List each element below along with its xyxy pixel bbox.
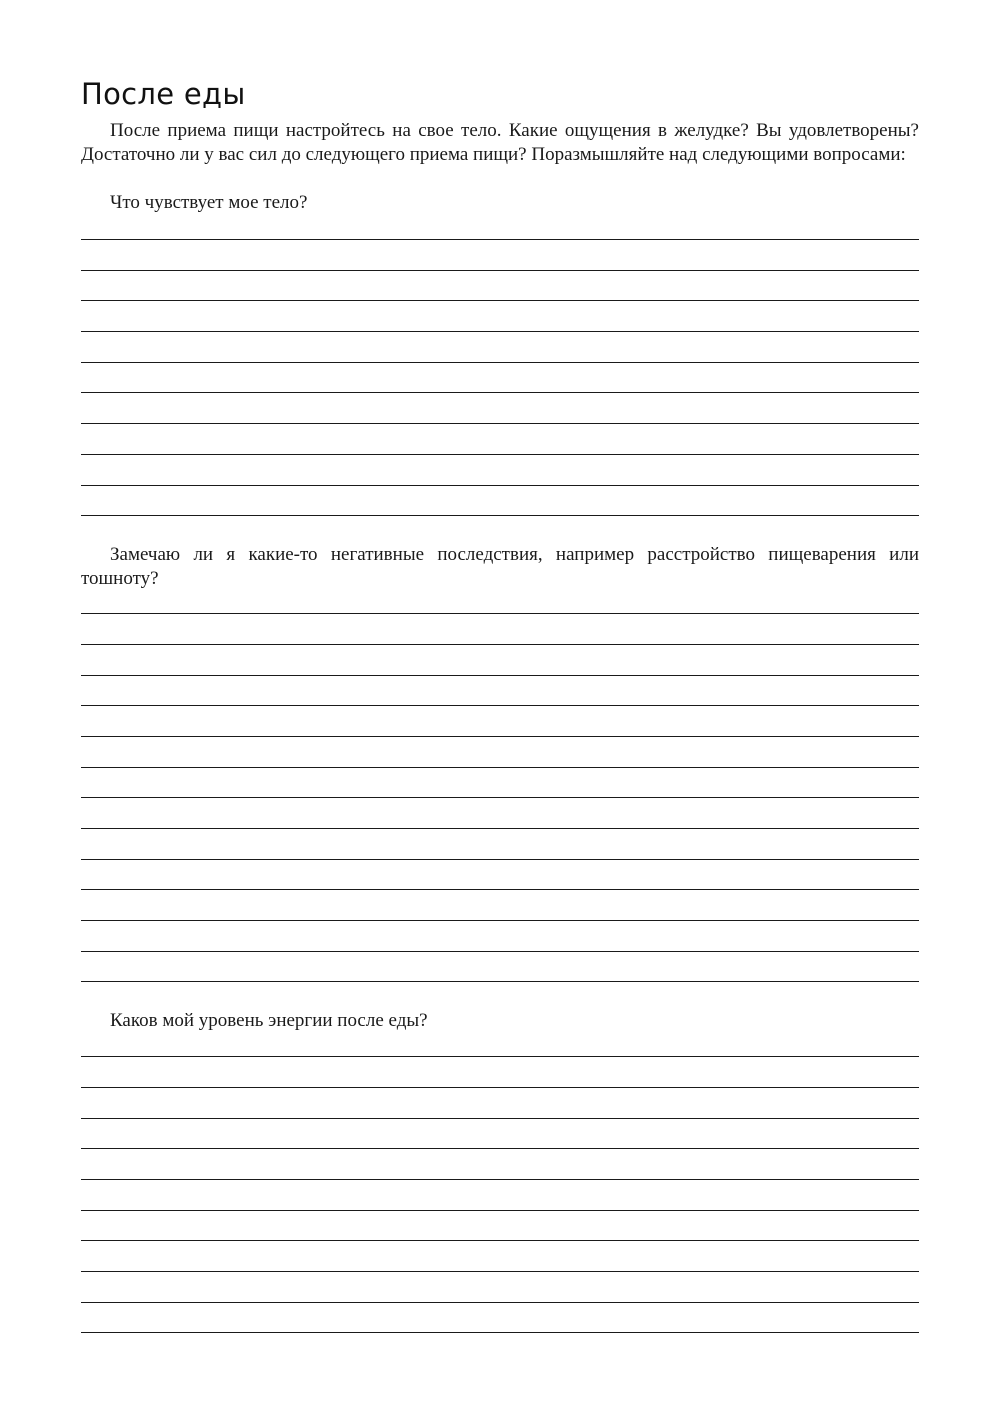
answer-line[interactable] [81,392,919,393]
question-3: Каков мой уровень энергии после еды? [110,1010,428,1031]
answer-line[interactable] [81,1302,919,1303]
answer-line[interactable] [81,1240,919,1241]
answer-line[interactable] [81,331,919,332]
answer-line[interactable] [81,859,919,860]
answer-line[interactable] [81,828,919,829]
answer-line[interactable] [81,454,919,455]
answer-line[interactable] [81,1271,919,1272]
answer-line[interactable] [81,705,919,706]
answer-line[interactable] [81,423,919,424]
answer-line[interactable] [81,644,919,645]
answer-line[interactable] [81,485,919,486]
answer-line[interactable] [81,1087,919,1088]
answer-line[interactable] [81,1056,919,1057]
answer-line[interactable] [81,675,919,676]
answer-line[interactable] [81,981,919,982]
page-title: После еды [81,77,246,111]
question-2: Замечаю ли я какие-то негативные последствия, например расстройство пищеварения или тошноту? [81,544,919,589]
answer-line[interactable] [81,1148,919,1149]
answer-line[interactable] [81,920,919,921]
answer-line[interactable] [81,1332,919,1333]
answer-line[interactable] [81,1210,919,1211]
answer-line[interactable] [81,797,919,798]
answer-line[interactable] [81,515,919,516]
answer-line[interactable] [81,736,919,737]
answer-line[interactable] [81,270,919,271]
answer-line[interactable] [81,767,919,768]
answer-line[interactable] [81,951,919,952]
answer-line[interactable] [81,1179,919,1180]
answer-line[interactable] [81,613,919,614]
answer-line[interactable] [81,362,919,363]
answer-line[interactable] [81,300,919,301]
answer-line[interactable] [81,889,919,890]
question-1: Что чувствует мое тело? [110,192,308,213]
answer-line[interactable] [81,239,919,240]
intro-paragraph: После приема пищи настройтесь на свое тело. Какие ощущения в желудке? Вы удовлетворены? Достаточно ли у вас сил до следующего приема пищи? Поразмышляйте над следующими вопросами: [81,120,919,165]
answer-line[interactable] [81,1118,919,1119]
